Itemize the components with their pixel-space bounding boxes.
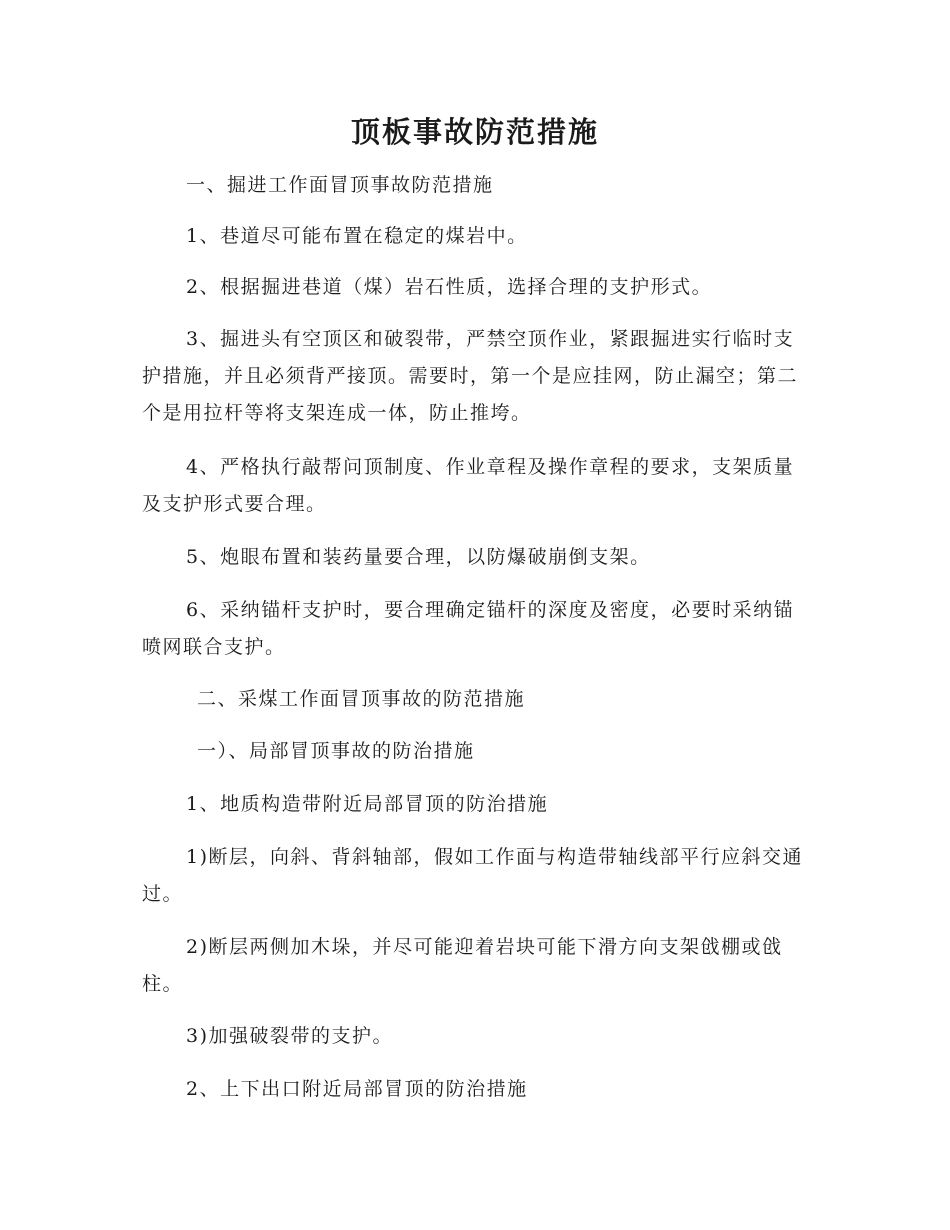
paragraph-item-4: 4、严格执行敲帮问顶制度、作业章程及操作章程的要求，支架质量及支护形式要合理。 <box>142 456 795 515</box>
item-heading-2: 2、上下出口附近局部冒顶的防治措施 <box>186 1078 528 1100</box>
section-heading-2: 二、采煤工作面冒顶事故的防范措施 <box>197 688 526 710</box>
paragraph-item-6: 6、采纳锚杆支护时，要合理确定锚杆的深度及密度，必要时采纳锚喷网联合支护。 <box>142 599 795 658</box>
point-1: 1)断层，向斜、背斜轴部，假如工作面与构造带轴线部平行应斜交通过。 <box>142 846 804 905</box>
page-title: 顶板事故防范措施 <box>350 115 599 149</box>
paragraph-item-3: 3、掘进头有空顶区和破裂带，严禁空顶作业，紧跟掘进实行临时支护措施，并且必须背严接顶。需要时，第一个是应挂网，防止漏空；第二个是用拉杆等将支架连成一体，防止推垮。 <box>142 328 799 424</box>
point-3: 3)加强破裂带的支护。 <box>186 1025 394 1047</box>
item-heading-1: 1、地质构造带附近局部冒顶的防治措施 <box>186 793 549 815</box>
point-2: 2)断层两侧加木垛，并尽可能迎着岩块可能下滑方向支架戗棚或戗柱。 <box>142 936 783 995</box>
paragraph-item-1: 1、巷道尽可能布置在稳定的煤岩中。 <box>186 225 528 247</box>
section-heading-1: 一、掘进工作面冒顶事故防范措施 <box>186 174 494 196</box>
paragraph-item-2: 2、根据掘进巷道（煤）岩石性质，选择合理的支护形式。 <box>186 276 713 298</box>
paragraph-item-5: 5、炮眼布置和装药量要合理，以防爆破崩倒支架。 <box>186 546 651 568</box>
subsection-heading-1: 一）、局部冒顶事故的防治措施 <box>197 740 475 762</box>
